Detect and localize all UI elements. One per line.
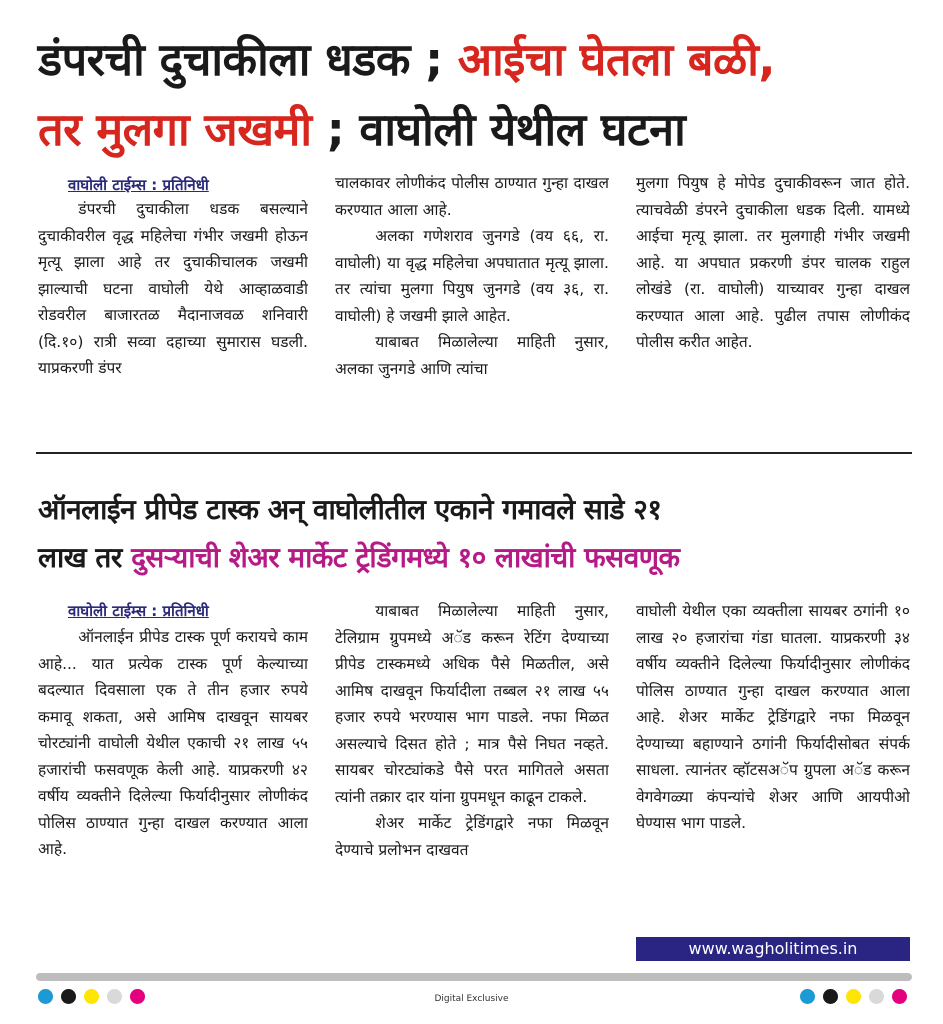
story2-byline: वाघोली टाईम्स : प्रतिनिधी [68, 602, 209, 620]
footer-label: Digital Exclusive [434, 994, 509, 1004]
story1-column-2 [335, 170, 609, 446]
story1-col1-paragraph-1: डंपरची दुचाकीला धडक बसल्याने दुचाकीवरील वृद्ध महिलेचा गंभीर जखमी होऊन मृत्यू झाला आहे तर दुचाकीचालक जखमी झाल्याची घटना वाघोली येथे आव्हाळवाडी रोडवरील बाजारतळ मैदानाजवळ शनिवारी (दि.१०) रात्री सव्वा दहाच्या सुमारास घडली. याप्रकरणी डंपर [38, 200, 308, 377]
section-divider [36, 452, 912, 454]
story1-headline-line2 [38, 98, 685, 159]
story1-column-1 [38, 196, 308, 446]
story2-column-3 [636, 598, 910, 938]
story2-headline-line2 [38, 538, 680, 576]
story1-col2-paragraph-1: चालकावर लोणीकंद पोलीस ठाण्यात गुन्हा दाखल करण्यात आला आहे. [335, 174, 609, 219]
story1-byline: वाघोली टाईम्स : प्रतिनिधी [68, 176, 209, 194]
story1-col2-paragraph-2: अलका गणेशराव जुनगडे (वय ६६, रा. वाघोली) या वृद्ध महिलेचा अपघातात मृत्यू झाला. तर त्यांचा मुलगा पियुष जुनगडे (वय ३६, रा. वाघोली) हे जखमी झाले आहेत. [335, 227, 609, 325]
story1-headline-part2-red: तर मुलगा जखमी [38, 103, 312, 156]
story1-headline-part2-black: ; वाघोली येथील घटना [311, 103, 686, 156]
story2-col2-paragraph-2: शेअर मार्केट ट्रेडिंगद्वारे नफा मिळवून देण्याचे प्रलोभन दाखवत [335, 814, 609, 859]
story1-headline-line1 [38, 28, 775, 89]
story1-col3-paragraph-1: मुलगा पियुष हे मोपेड दुचाकीवरून जात होते. त्याचवेळी डंपरने दुचाकीला धडक दिली. यामध्ये आईचा मृत्यू झाला. तर मुलगाही गंभीर जखमी आहे. या अपघात प्रकरणी डंपर चालक राहुल लोखंडे (रा. वाघोली) याच्यावर गुन्हा दाखल करण्यात आला आहे. पुढील तपास लोणीकंद पोलीस करीत आहेत. [636, 174, 910, 351]
story2-headline-part-black: लाख तर [38, 541, 132, 574]
bottom-bar [36, 973, 912, 981]
story2-column-1 [38, 624, 308, 968]
story1-column-3 [636, 170, 910, 446]
website-banner: www.wagholitimes.in [636, 937, 910, 961]
story2-col2-paragraph-1: याबाबत मिळालेल्या माहिती नुसार, टेलिग्राम ग्रुपमध्ये अॅड करून रेटिंग देण्याच्या प्रीपेड टास्कमध्ये अधिक पैसे मिळतील, असे आमिष दाखवून फिर्यादीला तब्बल २१ लाख ५५ हजार रुपये भरण्यास भाग पाडले. नफा मिळत असल्याचे दिसत होते ; मात्र पैसे निघत नव्हते. सायबर चोरट्यांकडे पैसे परत मागितले असता त्यांनी तक्रार दार यांना ग्रुपमधून काढून टाकले. [335, 602, 609, 806]
story2-headline-part-magenta: दुसऱ्याची शेअर मार्केट ट्रेडिंगमध्ये १० लाखांची फसवणूक [131, 541, 680, 574]
story2-headline-line1: ऑनलाईन प्रीपेड टास्क अन् वाघोलीतील एकाने गमावले साडे २१ [38, 493, 662, 526]
story2-column-2 [335, 598, 609, 968]
story1-headline-part-black: डंपरची दुचाकीला धडक ; [38, 33, 458, 86]
story1-col2-paragraph-3: याबाबत मिळालेल्या माहिती नुसार, अलका जुनगडे आणि त्यांचा [335, 333, 609, 378]
story2-col3-paragraph-1: वाघोली येथील एका व्यक्तीला सायबर ठगांनी १० लाख २० हजारांचा गंडा घातला. याप्रकरणी ३४ वर्षीय व्यक्तीने दिलेल्या फिर्यादीनुसार लोणीकंद पोलिस ठाण्यात गुन्हा दाखल करण्यात आला आहे. शेअर मार्केट ट्रेडिंगद्वारे नफा मिळवून देण्याच्या बहाण्याने ठगांनी फिर्यादीसोबत संपर्क साधला. त्यानंतर व्हॉटसअॅप ग्रुपला अॅड करून वेगवेगळ्या कंपन्यांचे शेअर आणि आयपीओ घेण्यास भाग पाडले. [636, 602, 910, 832]
story2-col1-paragraph-1: ऑनलाईन प्रीपेड टास्क पूर्ण करायचे काम आहे... यात प्रत्येक टास्क पूर्ण केल्याच्या बदल्यात दिवसाला एक ते तीन हजार रुपये कमावू शकता, असे आमिष दाखवून सायबर चोरट्यांनी वाघोली येथील एकाची २१ लाख ५५ हजारांची फसवणूक केली आहे. याप्रकरणी ४२ वर्षीय व्यक्तीने दिलेल्या फिर्यादीनुसार लोणीकंद पोलिस ठाण्यात गुन्हा दाखल करण्यात आला आहे. [38, 628, 308, 858]
story1-headline-part-red: आईचा घेतला बळी, [457, 33, 775, 86]
